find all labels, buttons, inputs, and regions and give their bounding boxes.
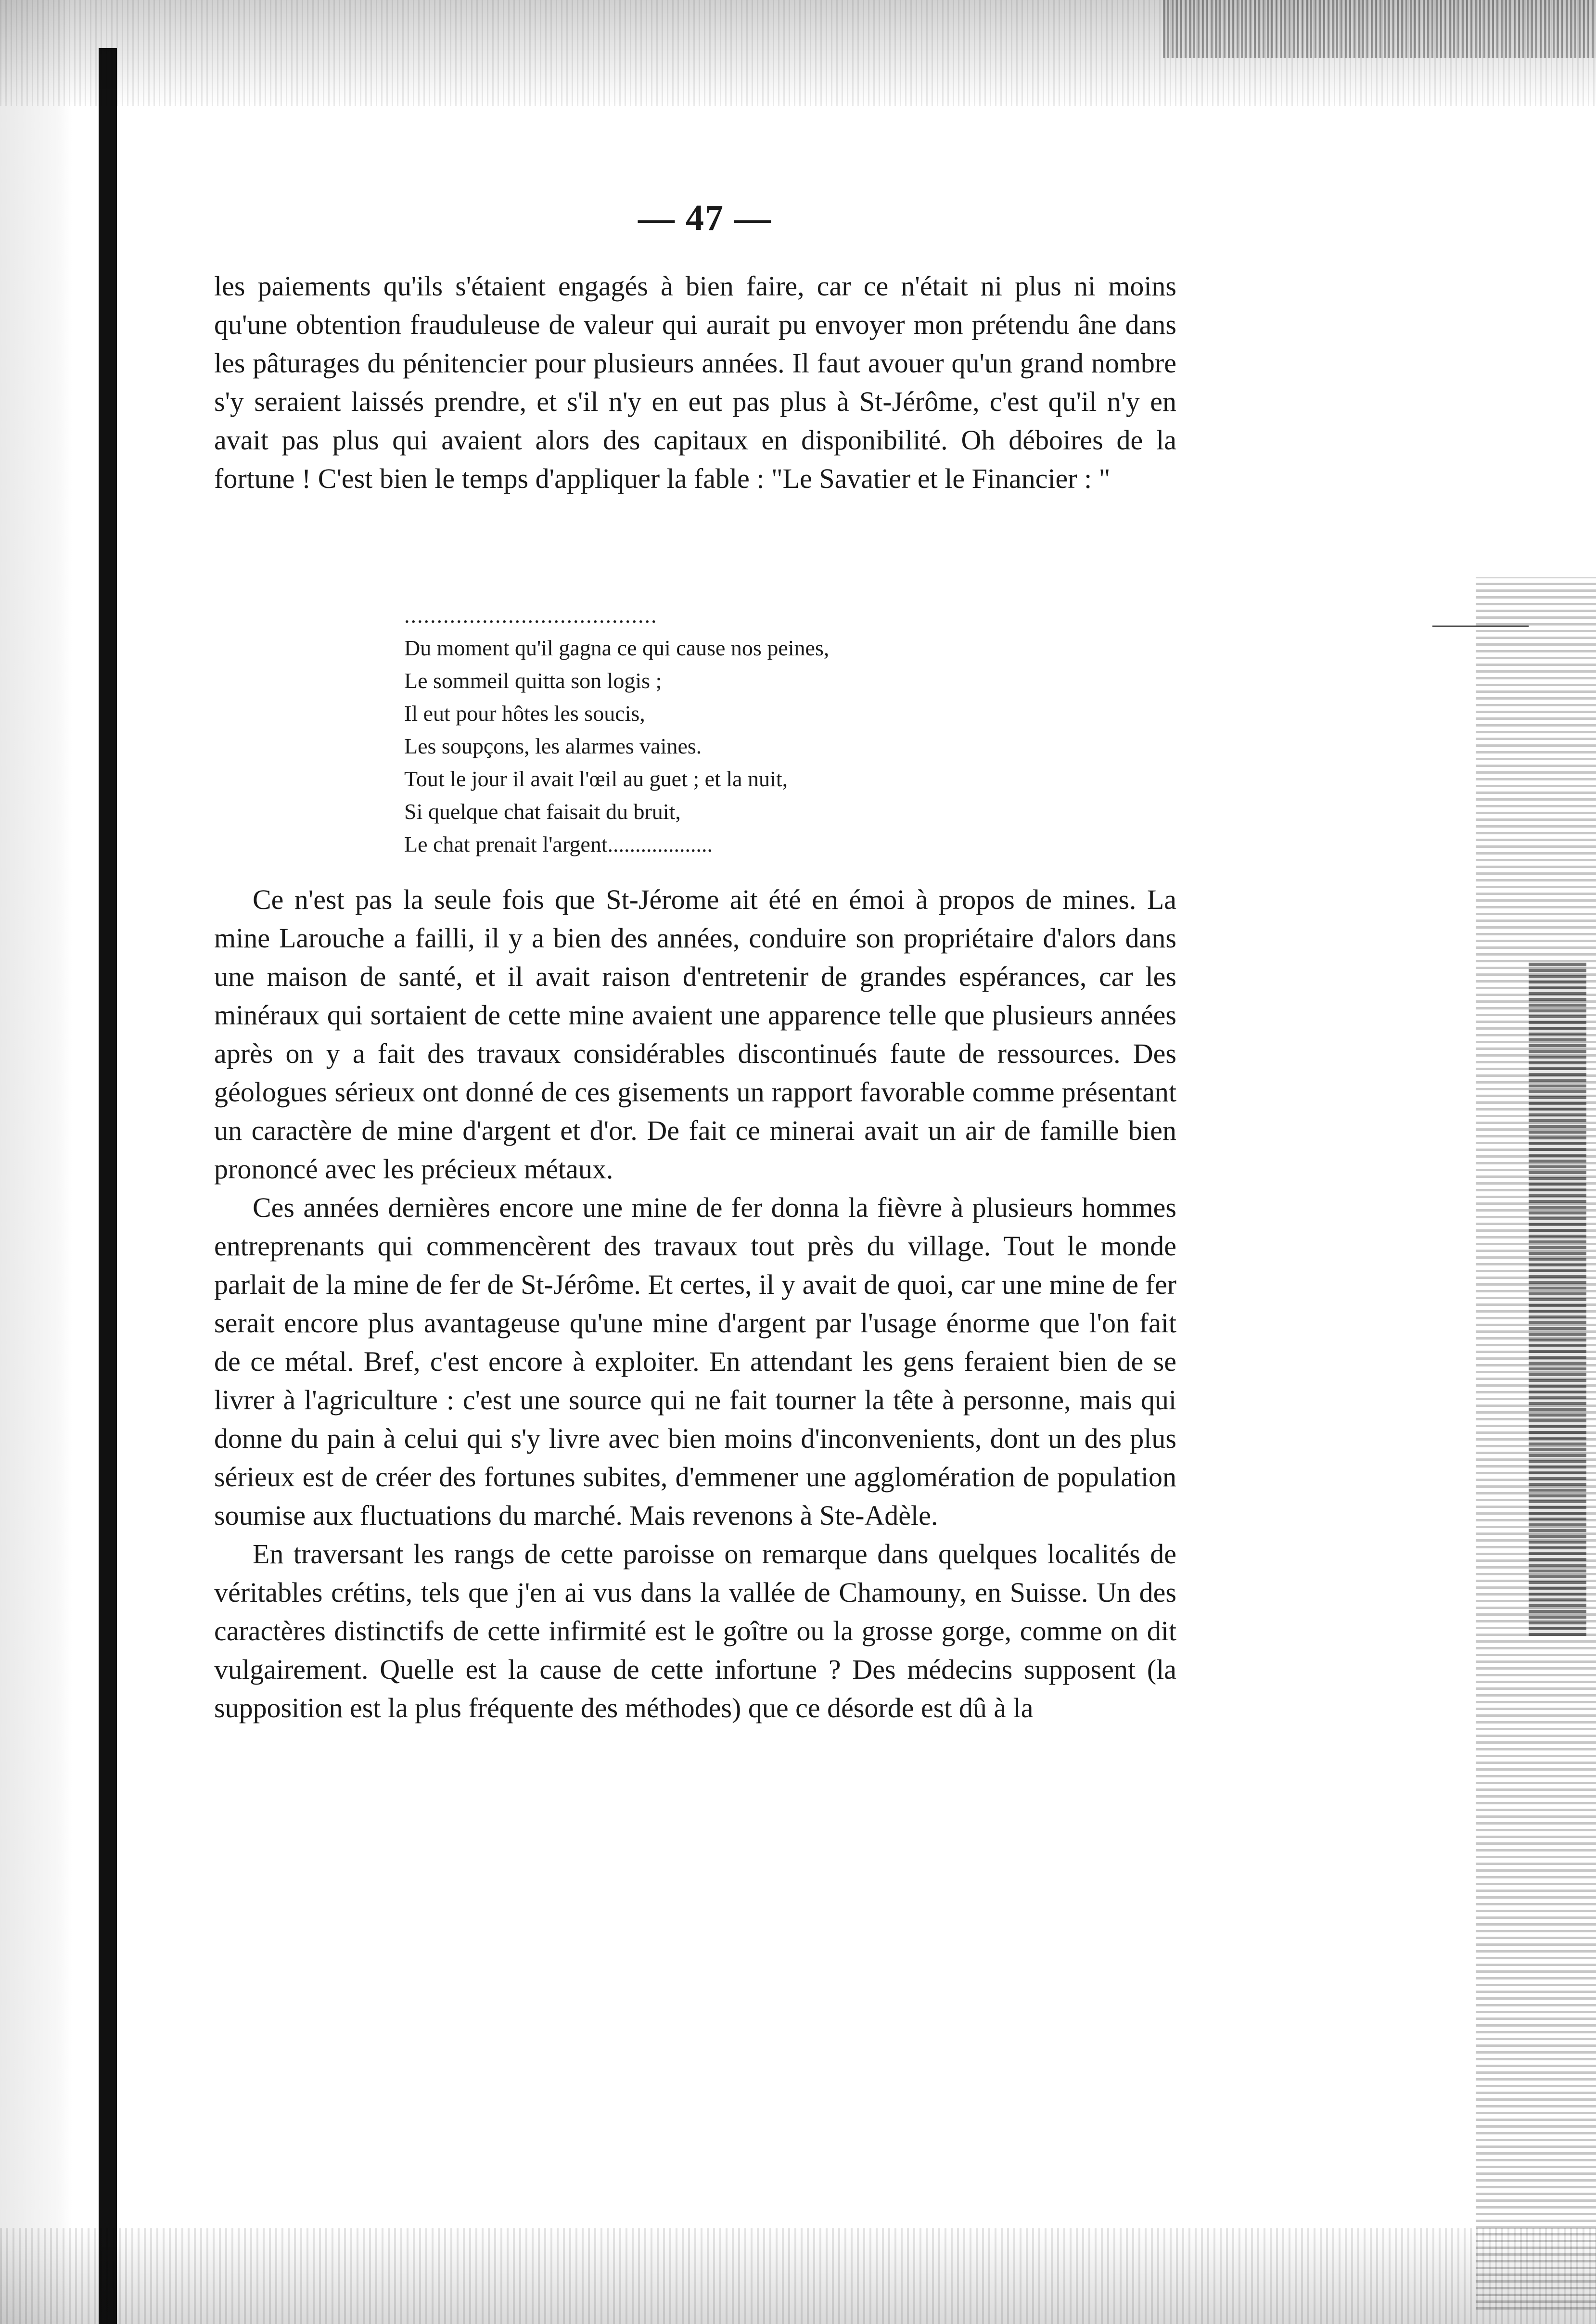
fable-quotation [404,599,1030,861]
page-number: — 47 — [638,198,772,238]
paragraph-mines: Ce n'est pas la seule fois que St-Jérome ait été en émoi à propos de mines. La mine Larouche a failli, il y a bien des années, conduire son propriétaire d'alors dans une maison de santé, et il avait raison d'entretenir de grandes espérances, car les minéraux qui sortaient de cette mine avaient une apparence telle que plusieurs années après on y a fait des travaux considérables discontinués faute de ressources. Des géologues sérieux ont donné de ces gisements un rapport favorable comme présentant un caractère de mine d'argent et d'or. De fait ce minerai avait un air de famille bien prononcé avec les précieux métaux. [214,884,1176,1185]
scan-binding-shadow [0,0,84,2324]
verse-line: Il eut pour hôtes les soucis, [404,701,645,726]
verse-line: Du moment qu'il gagna ce qui cause nos peines, [404,636,830,660]
opening-paragraph-block [214,267,1176,498]
verse-line: Le sommeil quitta son logis ; [404,668,662,693]
verse-line: Le chat prenait l'argent................... [404,832,713,856]
verse-line: Tout le jour il avait l'œil au guet ; et la nuit, [404,766,788,791]
opening-paragraph: les paiements qu'ils s'étaient engagés à bien faire, car ce n'était ni plus ni moins qu'une obtention frauduleuse de valeur qui aurait pu envoyer mon prétendu âne dans les pâturages du pénitencier pour plusieurs années. Il faut avouer qu'un grand nombre s'y seraient laissés prendre, et s'il n'y en eut pas plus à St-Jérôme, c'est qu'il n'y en avait pas plus qui avaient alors des capitaux en disponibilité. Oh déboires de la fortune ! C'est bien le temps d'appliquer la fable : "Le Savatier et le Financier : " [214,270,1176,494]
scan-right-edge-dark [1529,962,1586,1636]
paragraph-ste-adele: En traversant les rangs de cette paroisse on remarque dans quelques localités de véritables crétins, tels que j'en ai vus dans la vallée de Chamouny, en Suisse. Un des caractères distinctifs de cette infirmité est le goître ou la grosse gorge, comme on dit vulgairement. Quelle est la cause de cette infortune ? Des médecins supposent (la supposition est la plus fréquente des méthodes) que ce désorde est dû à la [214,1538,1176,1724]
scan-bottom-noise [0,2228,1596,2324]
scan-binding-line [99,48,117,2324]
verse-leading-dots: ....................................... [404,603,658,627]
body-text [214,881,1176,1727]
verse-line: Les soupçons, les alarmes vaines. [404,734,702,758]
verse-line: Si quelque chat faisait du bruit, [404,799,681,824]
scan-top-right-noise [1163,0,1596,58]
paragraph-iron-mine: Ces années dernières encore une mine de fer donna la fièvre à plusieurs hommes entreprenants qui commencèrent des travaux tout près du village. Tout le monde parlait de la mine de fer de St-Jérôme. Et certes, il y avait de quoi, car une mine de fer serait encore plus avantageuse qu'une mine d'argent par l'usage énorme que l'on fait de ce métal. Bref, c'est encore à exploiter. En attendant les gens feraient bien de se livrer à l'agriculture : c'est une source qui ne fait tourner la tête à personne, mais qui donne du pain à celui qui s'y livre avec bien moins d'inconvenients, dont un des plus sérieux est de créer des fortunes subites, d'emmener une agglomération de population soumise aux fluctuations du marché. Mais revenons à Ste-Adèle. [214,1192,1176,1531]
scan-margin-mark [1432,626,1529,627]
